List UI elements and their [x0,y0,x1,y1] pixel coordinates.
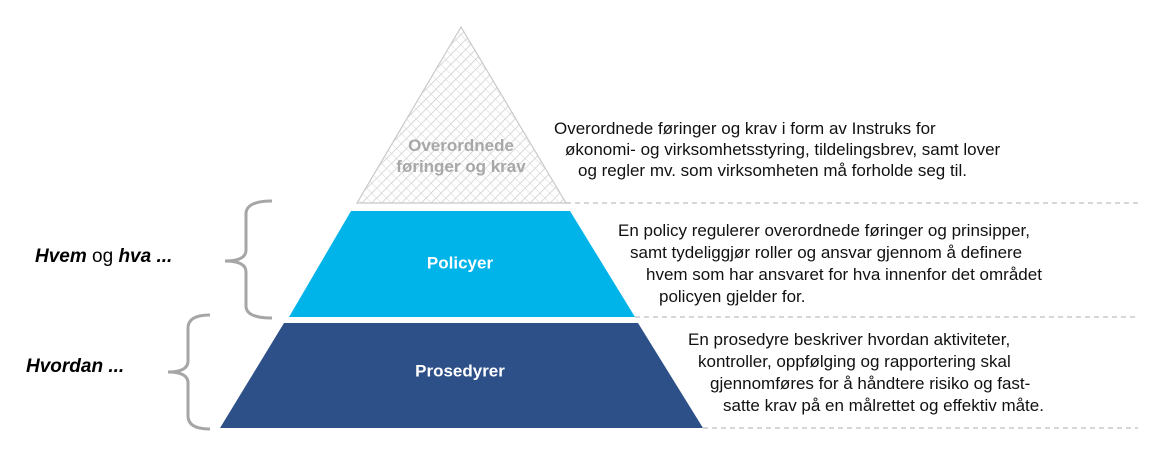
pyramid-bottom-label: Prosedyrer [415,361,505,381]
side-label-who-what [35,246,172,268]
pyramid-middle-level [289,211,635,317]
middle-desc-line-1: En policy regulerer overordnede føringer og prinsipper, [618,221,1031,240]
pyramid-top-level [357,27,566,203]
middle-desc-line-2: samt tydeliggjør roller og ansvar gjennom å definere [630,243,1023,262]
middle-desc-line-4: policyen gjelder for. [659,287,806,306]
side-label-how [26,356,124,378]
bottom-desc-line-1: En prosedyre beskriver hvordan aktiviteter, [688,330,1011,349]
middle-desc-line-3: hvem som har ansvaret for hva innenfor det området [646,265,1042,284]
bottom-desc-line-2: kontroller, oppfølging og rapportering skal [698,352,1011,371]
bracket-how [168,315,210,429]
top-desc-line-1: Overordnede føringer og krav i form av Instruks for [554,119,936,138]
bottom-desc-line-3: gjennomføres for å håndtere risiko og fast- [710,374,1031,393]
side-label-how-text: Hvordan ... [26,356,125,377]
bottom-desc-line-4: satte krav på en målrettet og effektiv måte. [723,396,1044,415]
top-desc-line-3: og regler mv. som virksomheten må forholde seg til. [578,161,967,180]
bracket-who-what [225,201,272,318]
pyramid-top-label-line1: Overordnede [408,136,514,155]
pyramid-middle-label: Policyer [426,253,494,273]
side-label-and: og [86,246,119,267]
side-label-who: Hvem [35,246,87,267]
pyramid-bottom-level [220,323,703,428]
side-label-what: hva ... [118,246,173,267]
pyramid-top-label-line2: føringer og krav [396,157,526,176]
top-desc-line-2: økonomi- og virksomhetsstyring, tildelingsbrev, samt lover [565,140,1001,159]
